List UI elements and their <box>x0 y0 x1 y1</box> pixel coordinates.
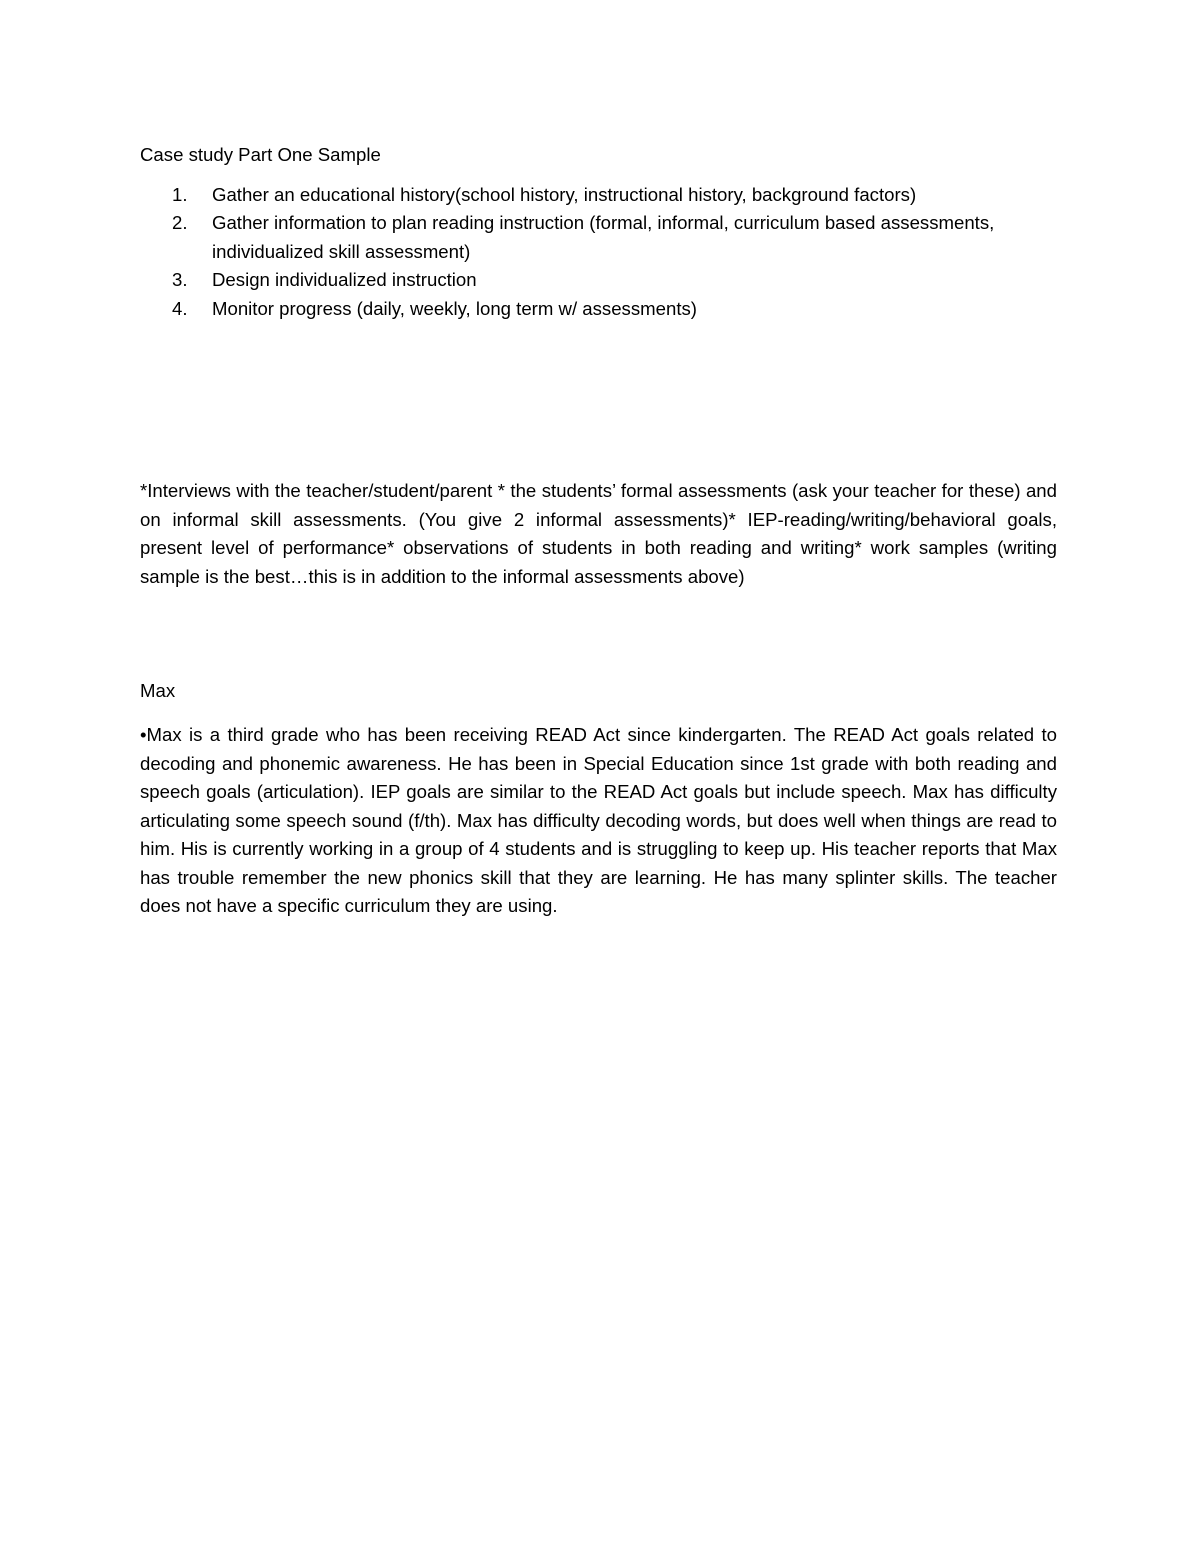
student-paragraph-text: Max is a third grade who has been receiving READ Act since kindergarten. The READ Act goals related to decoding and phonemic awareness. He has been in Special Education since 1st grade with both reading and speech goals (articulation). IEP goals are similar to the READ Act goals but include speech. Max has difficulty articulating some speech sound (f/th). Max has difficulty decoding words, but does well when things are read to him. His is currently working in a group of 4 students and is struggling to keep up. His teacher reports that Max has trouble remember the new phonics skill that they are learning. He has many splinter skills. The teacher does not have a specific curriculum they are using. <box>140 724 1057 916</box>
list-item <box>140 181 1057 210</box>
student-name-heading: Max <box>140 680 176 701</box>
list-item <box>140 266 1057 295</box>
step-number: 3. <box>172 269 188 290</box>
intro-paragraph: *Interviews with the teacher/student/parent * the students’ formal assessments (ask your teacher for these) and on informal skill assessments. (You give 2 informal assessments)* IEP-reading/writing/behavioral goals, present level of performance* observations of students in both reading and writing* work samples (writing sample is the best…this is in addition to the informal assessments above) <box>140 480 1057 587</box>
document-title: Case study Part One Sample <box>140 144 381 165</box>
step-number: 1. <box>172 183 188 205</box>
document-page <box>140 141 1057 916</box>
step-text: Monitor progress (daily, weekly, long term w/ assessments) <box>212 297 697 319</box>
step-text: Gather information to plan reading instruction (formal, informal, curriculum based assessments, individualized skill assessment) <box>212 212 995 262</box>
step-text: Design individualized instruction <box>212 269 477 290</box>
bullet-icon: • <box>140 724 147 745</box>
step-text: Gather an educational history(school history, instructional history, background factors) <box>212 183 917 205</box>
steps-list <box>140 181 1057 324</box>
step-number: 2. <box>172 212 188 233</box>
step-number: 4. <box>172 297 188 319</box>
student-paragraph <box>140 721 1057 921</box>
list-item <box>140 295 1057 324</box>
list-item <box>140 209 1057 266</box>
